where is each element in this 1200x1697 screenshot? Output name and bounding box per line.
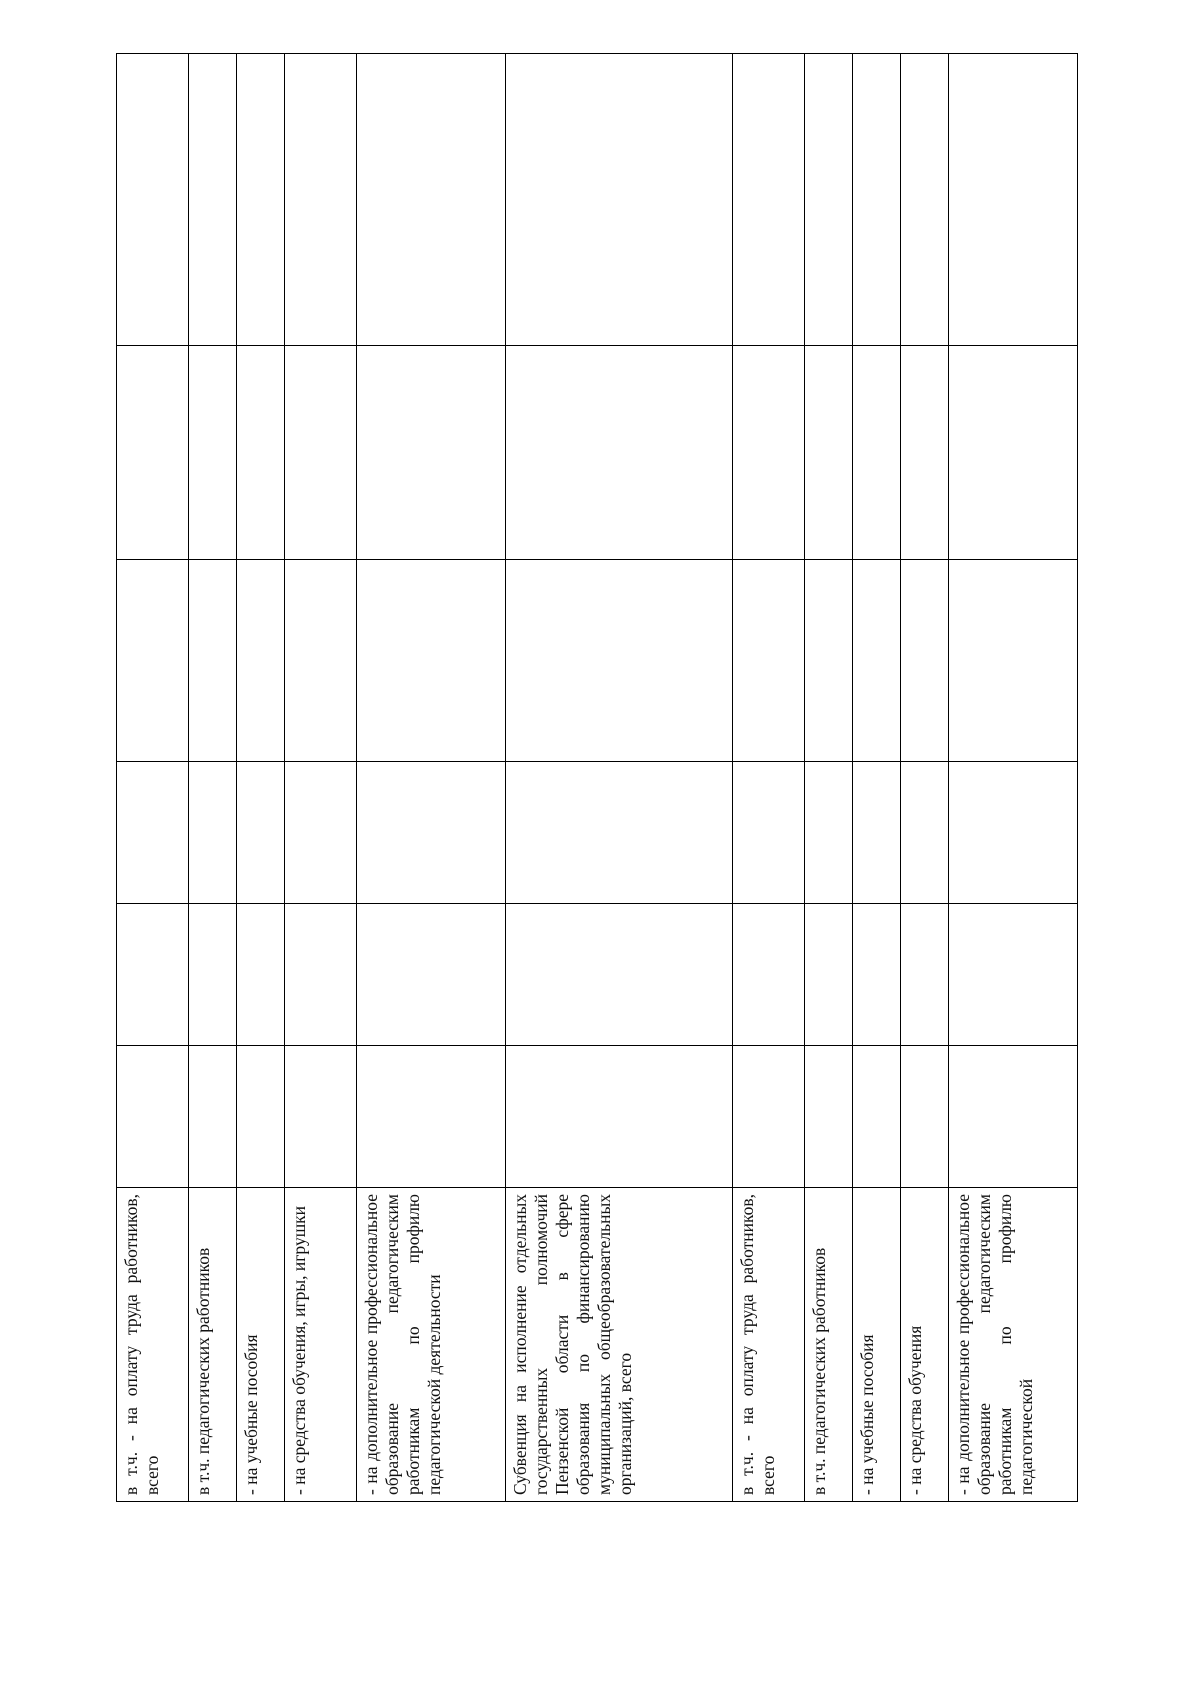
value-cell	[805, 1046, 853, 1188]
value-cell	[237, 54, 285, 346]
value-cell	[853, 346, 901, 560]
row-label-cell: - на средства обучения	[901, 1188, 949, 1502]
value-cell	[853, 54, 901, 346]
value-cell	[506, 54, 733, 346]
value-cell	[733, 560, 805, 762]
value-cell	[901, 904, 949, 1046]
value-cell	[189, 904, 237, 1046]
value-cell	[357, 346, 506, 560]
value-cell	[117, 346, 189, 560]
rotated-table-container	[116, 54, 1077, 1502]
table-row	[237, 54, 285, 1502]
value-cell	[901, 560, 949, 762]
value-cell	[117, 904, 189, 1046]
row-label-cell: - на дополнительное профессиональное образование педагогическим работникам по профилю педагогической деятельности	[357, 1188, 506, 1502]
value-cell	[853, 1046, 901, 1188]
value-cell	[506, 560, 733, 762]
value-cell	[285, 346, 357, 560]
row-label-cell: - на учебные пособия	[237, 1188, 285, 1502]
row-label-cell: в т.ч. - на оплату труда работников, всего	[733, 1188, 805, 1502]
value-cell	[805, 762, 853, 904]
value-cell	[237, 904, 285, 1046]
row-label-cell: - на средства обучения, игры, игрушки	[285, 1188, 357, 1502]
value-cell	[189, 54, 237, 346]
value-cell	[285, 1046, 357, 1188]
value-cell	[853, 904, 901, 1046]
value-cell	[117, 560, 189, 762]
value-cell	[117, 1046, 189, 1188]
value-cell	[949, 762, 1078, 904]
value-cell	[901, 54, 949, 346]
value-cell	[733, 904, 805, 1046]
value-cell	[805, 904, 853, 1046]
row-label-cell: в т.ч. педагогических работников	[189, 1188, 237, 1502]
value-cell	[506, 1046, 733, 1188]
value-cell	[237, 346, 285, 560]
value-cell	[189, 560, 237, 762]
value-cell	[733, 1046, 805, 1188]
value-cell	[357, 904, 506, 1046]
value-cell	[733, 54, 805, 346]
table-row	[901, 54, 949, 1502]
value-cell	[805, 54, 853, 346]
value-cell	[506, 346, 733, 560]
value-cell	[189, 762, 237, 904]
table-row	[189, 54, 237, 1502]
value-cell	[949, 346, 1078, 560]
value-cell	[733, 346, 805, 560]
value-cell	[285, 904, 357, 1046]
value-cell	[901, 346, 949, 560]
row-label-cell: в т.ч. - на оплату труда работников, всего	[117, 1188, 189, 1502]
value-cell	[237, 1046, 285, 1188]
value-cell	[901, 762, 949, 904]
row-label-cell: в т.ч. педагогических работников	[805, 1188, 853, 1502]
value-cell	[506, 904, 733, 1046]
value-cell	[506, 762, 733, 904]
table-row	[949, 54, 1078, 1502]
value-cell	[189, 346, 237, 560]
value-cell	[285, 762, 357, 904]
value-cell	[805, 346, 853, 560]
row-label-cell: - на дополнительное профессиональное образование педагогическим работникам по профилю педагогической	[949, 1188, 1078, 1502]
table-row	[357, 54, 506, 1502]
table-row	[733, 54, 805, 1502]
value-cell	[901, 1046, 949, 1188]
budget-table	[116, 53, 1078, 1502]
value-cell	[357, 560, 506, 762]
budget-table-body	[117, 54, 1078, 1502]
table-row	[285, 54, 357, 1502]
value-cell	[357, 1046, 506, 1188]
value-cell	[117, 54, 189, 346]
value-cell	[949, 54, 1078, 346]
value-cell	[285, 54, 357, 346]
value-cell	[949, 1046, 1078, 1188]
value-cell	[117, 762, 189, 904]
table-row	[805, 54, 853, 1502]
value-cell	[357, 762, 506, 904]
value-cell	[285, 560, 357, 762]
value-cell	[237, 560, 285, 762]
table-row	[117, 54, 189, 1502]
value-cell	[805, 560, 853, 762]
row-label-cell: - на учебные пособия	[853, 1188, 901, 1502]
value-cell	[237, 762, 285, 904]
value-cell	[189, 1046, 237, 1188]
table-row	[853, 54, 901, 1502]
value-cell	[853, 560, 901, 762]
value-cell	[853, 762, 901, 904]
value-cell	[733, 762, 805, 904]
table-row	[506, 54, 733, 1502]
value-cell	[949, 904, 1078, 1046]
value-cell	[357, 54, 506, 346]
value-cell	[949, 560, 1078, 762]
row-label-cell: Субвенция на исполнение отдельных государственных полномочий Пензенской области в сфере образования по финансированию муниципальных общеобразовательных организаций, всего	[506, 1188, 733, 1502]
